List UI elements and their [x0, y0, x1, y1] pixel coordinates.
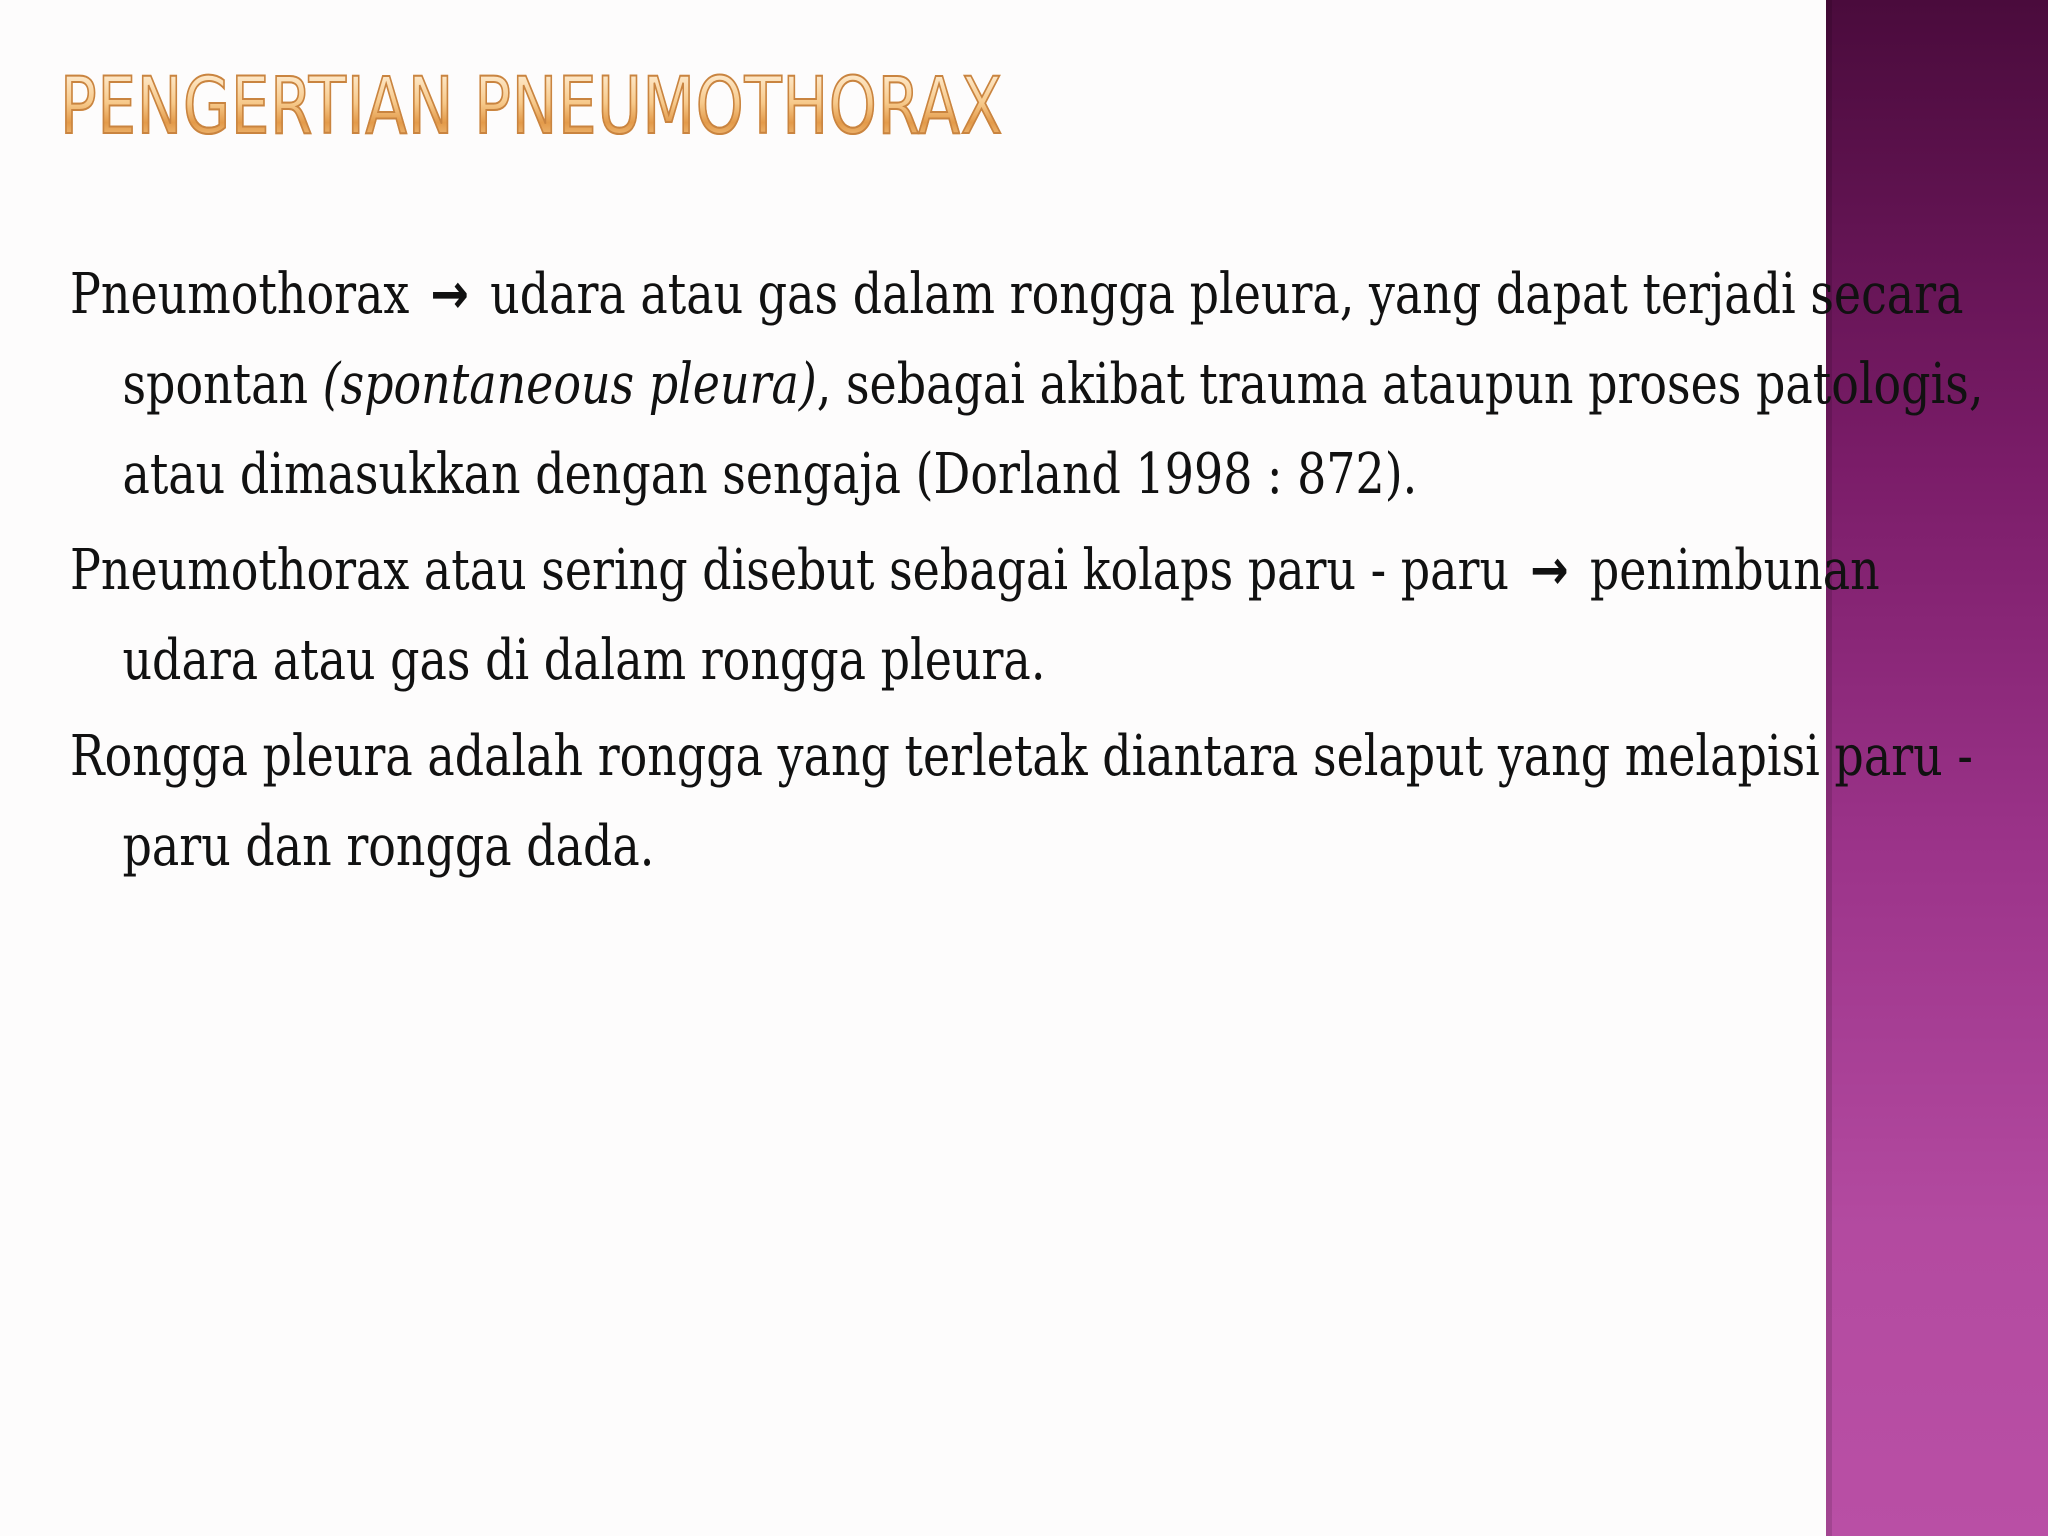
paragraph-definition — [70, 250, 1992, 520]
slide-title: PENGERTIAN PNEUMOTHORAX — [60, 62, 1004, 152]
arrow-right-icon: → — [430, 262, 469, 327]
paragraph-collapse — [70, 526, 1992, 706]
definition-text: udara atau gas dalam rongga pleura, yang dapat terjadi secara spontan — [122, 262, 1964, 417]
slide-body — [70, 250, 1984, 898]
definition-text-continued: , sebagai akibat trauma ataupun proses patologis, atau dimasukkan dengan sengaja (Dorland 1998 : 872). — [122, 352, 1984, 507]
italic-term: (spontaneous pleura) — [322, 352, 817, 417]
paragraph-pleural-cavity — [70, 712, 1992, 892]
arrow-right-icon: → — [1530, 538, 1569, 603]
term-pneumothorax: Pneumothorax — [70, 262, 410, 327]
collapse-lead: Pneumothorax atau sering disebut sebagai kolaps paru - paru — [70, 538, 1510, 603]
pleural-cavity-text: Rongga pleura adalah rongga yang terletak diantara selaput yang melapisi paru - paru dan rongga dada. — [70, 724, 1973, 879]
collapse-text: penimbunan udara atau gas di dalam rongga pleura. — [122, 538, 1880, 693]
